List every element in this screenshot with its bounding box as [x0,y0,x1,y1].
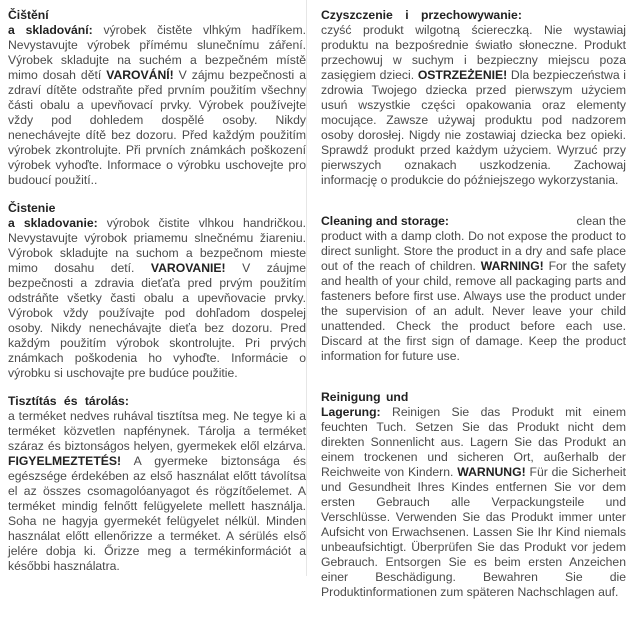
text-run: výrobek čistěte vlhkým hadříkem. Nevystavujte výrobek přímému slunečnímu záření. Výrobek skladujte na suchém a bezpečném místě mimo dosah dětí [8,23,306,82]
text-run-bold: Lagerung: [321,405,381,419]
text-run: a terméket nedves ruhával tisztítsa meg. Ne tegye ki a terméket közvetlen napfénynek. Tárolja a terméket száraz és biztonságos helyen, gyermekek elől elzárva. [8,409,306,453]
section-heading: Cleaning and storage: [321,214,449,228]
text-run-bold: WARNING! [480,259,544,273]
text-run: Reinigen Sie das Produkt mit einem feuchten Tuch. Setzen Sie das Produkt nicht dem direkten Sonnenlicht aus. Lagern Sie das Produkt an einem trockenen und sicheren Ort, außerhalb der Reichweite von Kindern. [321,405,626,479]
section-polish [321,8,626,188]
section-czech [8,8,306,188]
section-german [321,390,626,600]
text-run: czyść produkt wilgotną ściereczką. Nie wystawiaj produktu na bezpośrednie światło słoneczne. Produkt przechowuj w suchym i bezpieczny miejscu poza zasięgiem dzieci. [321,23,626,82]
text-run: Für die Sicherheit und Gesundheit Ihres Kindes entfernen Sie vor dem ersten Gebrauch alle Verpackungsteile und Verschlüsse. Verwenden Sie das Produkt immer unter Aufsicht von Erwachsenen. Lassen Sie Ihr Kind niemals unbeaufsichtigt. Überprüfen Sie das Produkt vor jedem Gebrauch. Entsorgen Sie es beim ersten Anzeichen einer Beschädigung. Bewahren Sie die Produktinformationen zum späteren Nachschlagen auf. [321,465,627,599]
section-heading: Čištění [8,8,49,22]
section-heading: Czyszczenie i przechowywanie: [321,8,522,22]
text-run-bold: VAROVÁNÍ! [106,68,174,82]
section-slovak [8,201,306,381]
section-body [321,405,626,600]
section-body [8,409,306,574]
text-run: For the safety and health of your child, remove all packaging parts and fasteners before first use. Always use the product under the supervision of an adult. Never leave your child unattended. Check the product before each use. Discard at the first sign of damage. Keep the product information for future use. [321,259,626,363]
section-body [8,23,306,188]
section-body [321,229,626,364]
section-english [321,214,626,364]
text-run-bold: a skladování: [8,23,93,37]
text-run-bold: VAROVANIE! [150,261,226,275]
section-heading: Reinigung und [321,390,409,404]
text-run: Dla bezpieczeństwa i zdrowia Twojego dziecka przed pierwszym użyciem usuń wszystkie części opakowania oraz elementy mocujące. Zawsze używaj produktu pod nadzorem osoby dorosłej. Nigdy nie zostawiaj dziecka bez opieki. Sprawdź produkt przed każdym użyciem. Wyrzuć przy pierwszych oznakach uszkodzenia. Zachowaj informację o produkcie do późniejszego wykorzystania. [321,68,627,187]
text-run-bold: a skladovanie: [8,216,98,230]
section-heading: Čistenie [8,201,56,215]
text-run-bold: WARNUNG! [457,465,526,479]
text-run: V zájmu bezpečnosti a zdraví dítěte odstraňte před prvním použitím všechny části obalu a upevňovací prvky. Výrobek používejte vždy pod dohledem dospělé osoby. Nikdy nenechávejte dítě bez dozoru. Před každým použitím výrobek zkontrolujte. Při prvních známkách poškození výrobek vyhoďte. Informace o výrobku uschovejte pro budoucí použití.. [8,68,307,187]
section-hungarian [8,394,306,574]
text-run: product with a damp cloth. Do not expose the product to direct sunlight. Store the product in a dry and safe place out of the reach of children. [321,229,626,273]
text-run-bold: FIGYELMEZTETÉS! [8,454,122,468]
section-heading: Tisztítás és tárolás: [8,394,129,408]
column-divider [306,0,307,576]
section-body [8,216,306,381]
section-body [321,23,626,188]
text-run: V záujme bezpečnosti a zdravia dieťaťa pred prvým použitím odstráňte všetky časti obalu a upevňovacie prvky. Výrobok vždy používajte pod dohľadom dospelej osoby. Nikdy nenechávajte dieťa bez dozoru. Pred každým použitím výrobok skontrolujte. Pri prvých známkach poškodenia ho vyhoďte. Informácie o výrobku si uschovajte pre budúce použitie. [8,261,306,380]
heading-split-line [321,214,626,229]
text-run: výrobok čistite vlhkou handričkou. Nevystavujte výrobok priamemu slnečnému žiareniu. Výrobok skladujte na suchom a bezpečnom mieste mimo dosahu detí. [8,216,306,275]
text-run-bold: OSTRZEŻENIE! [417,68,508,82]
right-column [321,8,626,626]
left-column [8,8,306,587]
text-run: A gyermeke biztonsága és egészsége érdekében az első használat előtt távolítsa el az összes csomagolóanyagot és rögzítőelemet. A terméket mindig felnőtt felügyelete mellett használja. Soha ne hagyja gyermekét felügyelet nélkül. Minden használat előtt ellenőrizze a terméket. A sérülés első jelére dobja ki. Őrizze meg a termékinformációt a későbbi használatra. [8,454,306,573]
text-run: clean the [576,214,626,228]
